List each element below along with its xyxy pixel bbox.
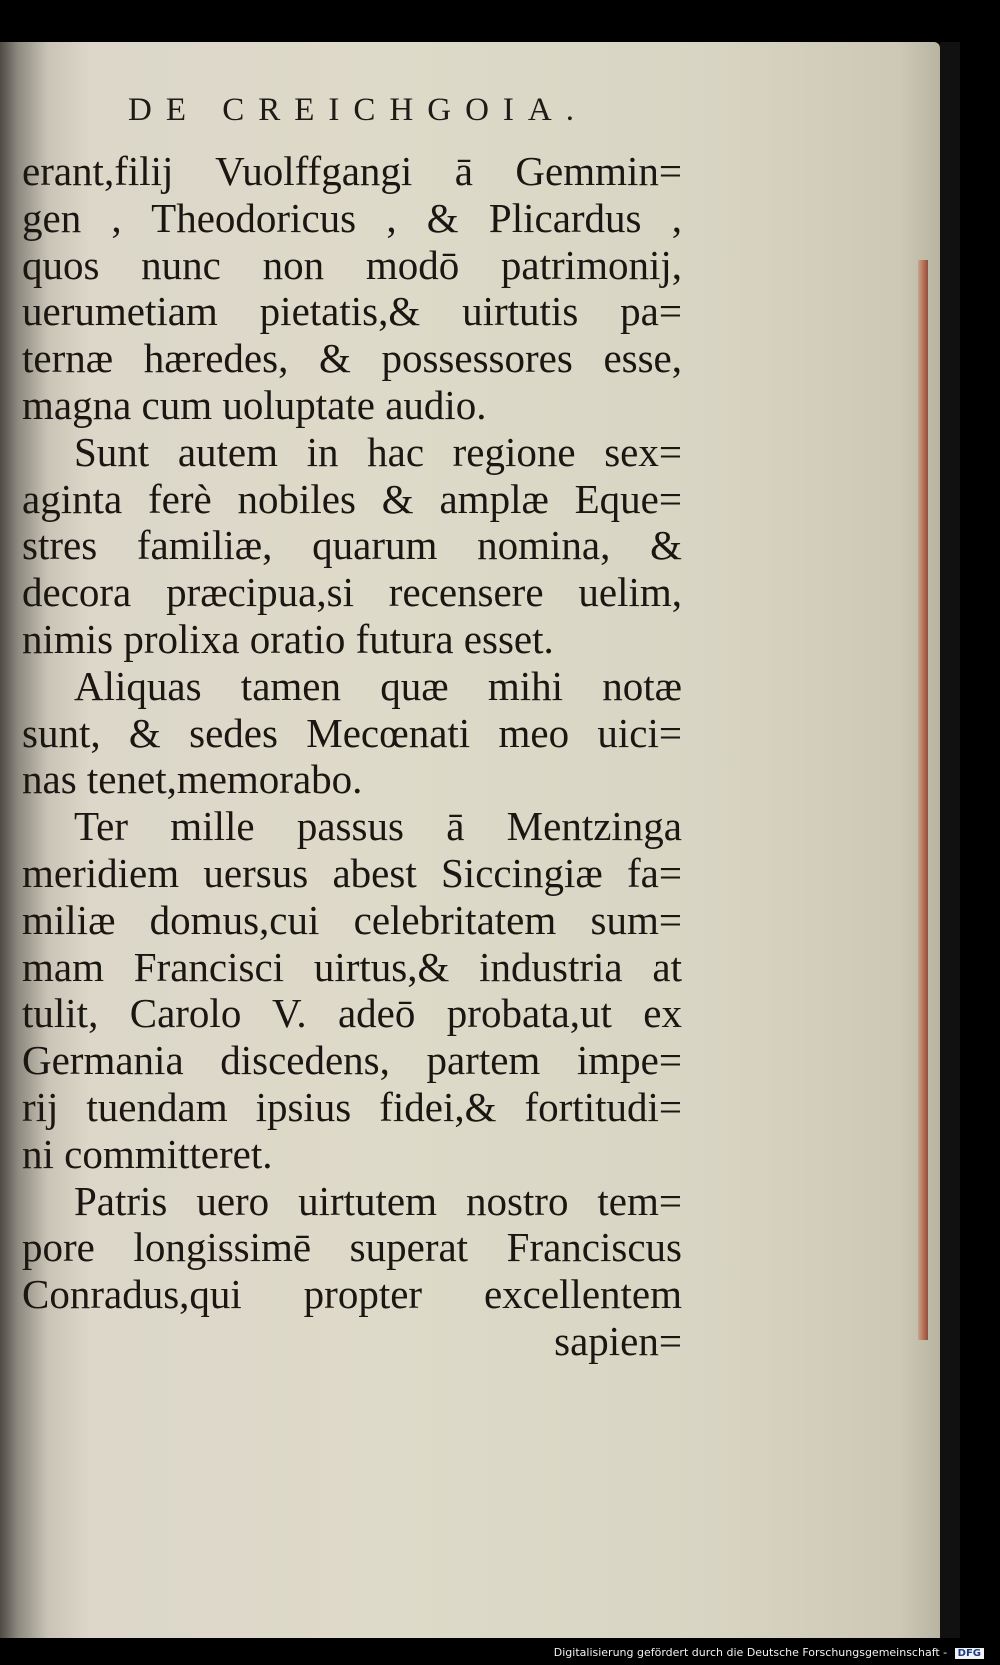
text-line: Ter mille passus ā Mentzinga	[74, 803, 682, 850]
text-line: Conradus,qui propter excellentem	[22, 1271, 682, 1318]
dfg-logo: DFG	[955, 1648, 984, 1659]
text-line: ternæ hæredes, & possessores esse,	[22, 335, 682, 382]
text-line: rij tuendam ipsius fidei,& fortitudi=	[22, 1083, 682, 1130]
page-shadow-edge	[940, 42, 960, 1638]
text-line: sunt, & sedes Mecœnati meo uici=	[22, 709, 682, 756]
text-line: nimis prolixa oratio futura esset.	[22, 615, 554, 662]
page-red-edge	[918, 260, 928, 1340]
catchword: sapien=	[554, 1317, 682, 1364]
text-line: Germania discedens, partem impe=	[22, 1037, 682, 1084]
text-line: nas tenet,memorabo.	[22, 756, 363, 803]
text-line: uerumetiam pietatis,& uirtutis pa=	[22, 288, 682, 335]
text-line: aginta ferè nobiles & amplæ Eque=	[22, 475, 682, 522]
body-text	[22, 148, 682, 1365]
digitization-credit	[554, 1646, 984, 1659]
text-line: quos nunc non modō patrimonij,	[22, 241, 682, 288]
text-line: magna cum uoluptate audio.	[22, 381, 487, 428]
text-line: Aliquas tamen quæ mihi notæ	[74, 662, 682, 709]
running-header: DE CREICHGOIA.	[128, 92, 588, 128]
text-line: pore longissimē superat Franciscus	[22, 1224, 682, 1271]
text-line: miliæ domus,cui celebritatem sum=	[22, 896, 682, 943]
text-line: ni committeret.	[22, 1130, 273, 1177]
text-line: mam Francisci uirtus,& industria at	[22, 943, 682, 990]
text-line: gen , Theodoricus , & Plicardus ,	[22, 194, 682, 241]
credit-text: Digitalisierung gefördert durch die Deutsche Forschungsgemeinschaft -	[553, 1646, 948, 1659]
text-line: erant,filij Vuolffgangi ā Gemmin=	[22, 148, 682, 194]
text-line: tulit, Carolo V. adeō probata,ut ex	[22, 990, 682, 1037]
text-line: stres familiæ, quarum nomina, &	[22, 522, 682, 569]
text-line: Patris uero uirtutem nostro tem=	[74, 1177, 682, 1224]
text-line: decora præcipua,si recensere uelim,	[22, 569, 682, 616]
text-line: meridiem uersus abest Siccingiæ fa=	[22, 849, 682, 896]
text-line: Sunt autem in hac regione sex=	[74, 428, 682, 475]
